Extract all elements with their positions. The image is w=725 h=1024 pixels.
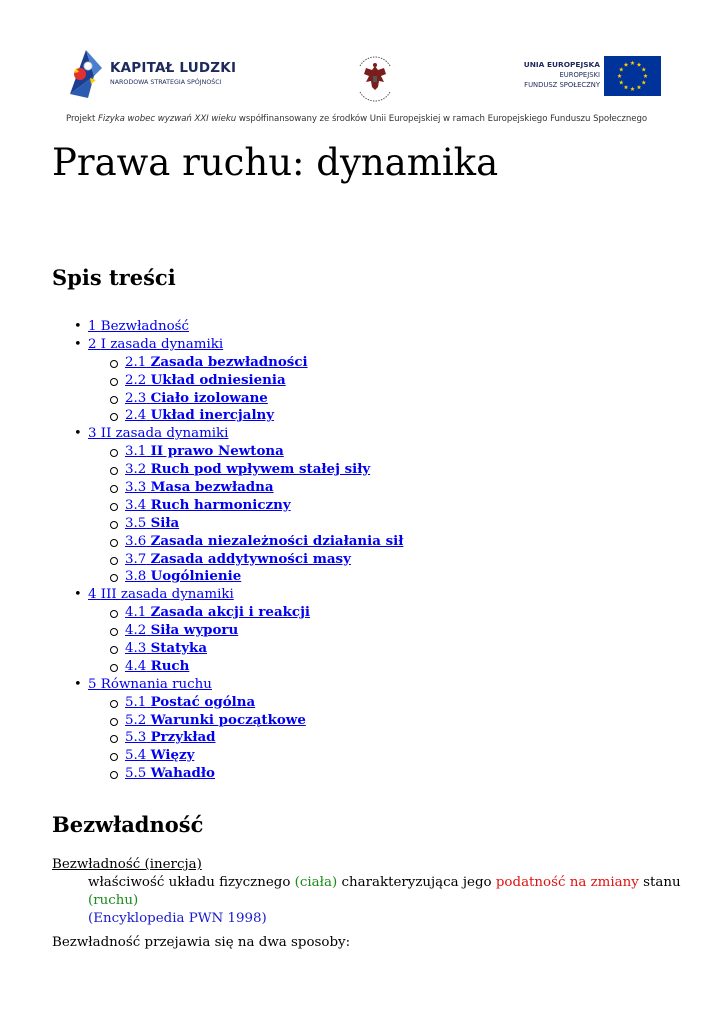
toc-link[interactable] bbox=[88, 677, 212, 692]
toc-link[interactable] bbox=[125, 444, 284, 459]
definition-description bbox=[52, 874, 682, 928]
toc-number: 4.1 bbox=[125, 605, 147, 621]
toc-label: Zasada akcji i reakcji bbox=[150, 604, 310, 621]
kapital-ludzki-title: KAPITAŁ LUDZKI bbox=[110, 60, 237, 76]
toc-item bbox=[52, 515, 403, 533]
toc-link[interactable] bbox=[125, 623, 238, 638]
definition-body-term: (ciała) bbox=[294, 875, 338, 890]
toc-number: 3.1 bbox=[125, 444, 147, 460]
toc-item bbox=[52, 372, 403, 390]
eu-subtitle-2: FUNDUSZ SPOŁECZNY bbox=[524, 81, 600, 89]
toc-link[interactable] bbox=[125, 355, 308, 370]
toc-item bbox=[52, 407, 403, 425]
toc-label: Więzy bbox=[150, 747, 195, 764]
toc-number: 4.3 bbox=[125, 641, 147, 657]
toc-item bbox=[52, 318, 403, 336]
toc-link[interactable] bbox=[125, 730, 216, 745]
toc-label: I zasada dynamiki bbox=[100, 336, 224, 352]
toc-item bbox=[52, 658, 403, 676]
toc-link[interactable] bbox=[125, 713, 306, 728]
toc-item bbox=[52, 622, 403, 640]
toc-label: Ruch pod wpływem stałej siły bbox=[150, 461, 371, 478]
toc-item bbox=[52, 676, 403, 694]
toc-link[interactable] bbox=[88, 319, 189, 334]
university-eagle-icon bbox=[352, 52, 398, 104]
toc-number: 5.5 bbox=[125, 766, 147, 782]
eu-subtitle-1: EUROPEJSKI bbox=[559, 71, 600, 79]
toc-link[interactable] bbox=[125, 498, 291, 513]
definition-source: (Encyklopedia PWN 1998) bbox=[88, 911, 267, 926]
page-title: Prawa ruchu: dynamika bbox=[52, 141, 499, 184]
toc-link[interactable] bbox=[125, 569, 241, 584]
definition-highlight: podatność na zmiany bbox=[495, 875, 639, 890]
definition-motion-term: (ruchu) bbox=[88, 893, 139, 908]
toc-item bbox=[52, 729, 403, 747]
toc-number: 3 bbox=[88, 426, 97, 442]
university-seal bbox=[352, 52, 398, 104]
toc-number: 2 bbox=[88, 336, 97, 352]
toc-number: 3.7 bbox=[125, 551, 147, 567]
toc-item bbox=[52, 586, 403, 604]
toc-link[interactable] bbox=[125, 408, 274, 423]
toc-label: Uogólnienie bbox=[150, 568, 242, 585]
toc-label: Siła wyporu bbox=[150, 622, 239, 639]
project-name: Fizyka wobec wyzwań XXI wieku bbox=[98, 114, 237, 124]
toc-number: 3.2 bbox=[125, 462, 147, 478]
definition-text: charakteryzująca jego bbox=[337, 875, 496, 890]
toc-number: 5.4 bbox=[125, 748, 147, 764]
toc-link[interactable] bbox=[125, 766, 215, 781]
kapital-ludzki-subtitle: NARODOWA STRATEGIA SPÓJNOŚCI bbox=[110, 79, 222, 86]
toc-item bbox=[52, 712, 403, 730]
toc-label: Statyka bbox=[150, 640, 208, 657]
toc-item bbox=[52, 354, 403, 372]
toc-number: 3.5 bbox=[125, 515, 147, 531]
toc-link[interactable] bbox=[125, 659, 189, 674]
toc-link[interactable] bbox=[88, 587, 234, 602]
toc-item bbox=[52, 390, 403, 408]
kapital-ludzki-emblem-icon bbox=[66, 46, 108, 102]
toc-item bbox=[52, 765, 403, 783]
toc-label: Bezwładność bbox=[100, 319, 190, 334]
toc-label: Ciało izolowane bbox=[150, 389, 268, 406]
definition-block bbox=[52, 856, 682, 928]
toc-number: 2.4 bbox=[125, 408, 147, 424]
toc-title: Spis treści bbox=[52, 265, 176, 290]
toc-link[interactable] bbox=[125, 605, 310, 620]
toc-number: 3.3 bbox=[125, 480, 147, 496]
toc-label: Układ odniesienia bbox=[150, 371, 286, 388]
toc-link[interactable] bbox=[125, 516, 179, 531]
toc-link[interactable] bbox=[125, 748, 194, 763]
toc-label: Zasada bezwładności bbox=[150, 353, 308, 370]
table-of-contents bbox=[52, 318, 403, 783]
toc-number: 5 bbox=[88, 676, 97, 692]
toc-item bbox=[52, 497, 403, 515]
toc-label: Ruch harmoniczny bbox=[150, 496, 291, 513]
toc-item bbox=[52, 336, 403, 354]
toc-item bbox=[52, 533, 403, 551]
toc-number: 5.3 bbox=[125, 730, 147, 746]
toc-link[interactable] bbox=[88, 426, 228, 441]
toc-label: II prawo Newtona bbox=[150, 443, 284, 460]
toc-label: Siła bbox=[150, 514, 180, 531]
toc-link[interactable] bbox=[125, 391, 268, 406]
toc-item bbox=[52, 425, 403, 443]
project-prefix: Projekt bbox=[66, 114, 98, 124]
toc-item bbox=[52, 443, 403, 461]
toc-label: Warunki początkowe bbox=[150, 711, 306, 728]
toc-number: 5.1 bbox=[125, 694, 147, 710]
toc-item bbox=[52, 461, 403, 479]
project-suffix: współfinansowany ze środków Unii Europejskiej w ramach Europejskiego Funduszu Społecznego bbox=[236, 114, 648, 124]
toc-link[interactable] bbox=[125, 695, 255, 710]
toc-item bbox=[52, 568, 403, 586]
toc-number: 4 bbox=[88, 587, 97, 603]
toc-link[interactable] bbox=[125, 480, 274, 495]
section-title: Bezwładność bbox=[52, 812, 204, 837]
toc-label: II zasada dynamiki bbox=[100, 426, 229, 442]
toc-label: Masa bezwładna bbox=[150, 479, 274, 496]
paragraph: Bezwładność przejawia się na dwa sposoby: bbox=[52, 935, 351, 950]
toc-item bbox=[52, 551, 403, 569]
toc-number: 2.3 bbox=[125, 390, 147, 406]
toc-link[interactable] bbox=[125, 552, 351, 567]
toc-link[interactable] bbox=[125, 462, 370, 477]
toc-item bbox=[52, 747, 403, 765]
toc-item bbox=[52, 640, 403, 658]
toc-label: Zasada niezależności działania sił bbox=[150, 532, 404, 549]
toc-number: 1 bbox=[88, 319, 97, 334]
toc-link[interactable] bbox=[88, 337, 223, 352]
toc-number: 4.4 bbox=[125, 658, 147, 674]
toc-number: 2.1 bbox=[125, 354, 147, 370]
toc-number: 3.6 bbox=[125, 533, 147, 549]
eu-flag-icon bbox=[604, 56, 661, 96]
kapital-ludzki-logo bbox=[66, 46, 236, 102]
toc-label: Wahadło bbox=[150, 765, 215, 782]
toc-label: Zasada addytywności masy bbox=[150, 550, 351, 567]
toc-label: Postać ogólna bbox=[150, 693, 256, 710]
toc-number: 3.8 bbox=[125, 569, 147, 585]
toc-item bbox=[52, 479, 403, 497]
toc-label: Układ inercjalny bbox=[150, 407, 275, 424]
toc-link[interactable] bbox=[125, 534, 403, 549]
toc-label: III zasada dynamiki bbox=[100, 587, 234, 603]
definition-term: Bezwładność (inercja) bbox=[52, 857, 202, 872]
eu-title: UNIA EUROPEJSKA bbox=[523, 60, 600, 69]
toc-item bbox=[52, 604, 403, 622]
eu-logo-text bbox=[470, 60, 600, 90]
toc-link[interactable] bbox=[125, 641, 207, 656]
toc-label: Przykład bbox=[150, 729, 216, 746]
definition-text: stanu bbox=[638, 875, 681, 890]
toc-link[interactable] bbox=[125, 373, 286, 388]
toc-number: 5.2 bbox=[125, 712, 147, 728]
toc-label: Ruch bbox=[150, 657, 190, 674]
toc-number: 3.4 bbox=[125, 497, 147, 513]
project-funding-line bbox=[66, 114, 647, 124]
toc-number: 2.2 bbox=[125, 372, 147, 388]
definition-text: właściwość układu fizycznego bbox=[88, 875, 295, 890]
toc-label: Równania ruchu bbox=[100, 676, 212, 692]
toc-item bbox=[52, 694, 403, 712]
toc-number: 4.2 bbox=[125, 623, 147, 639]
